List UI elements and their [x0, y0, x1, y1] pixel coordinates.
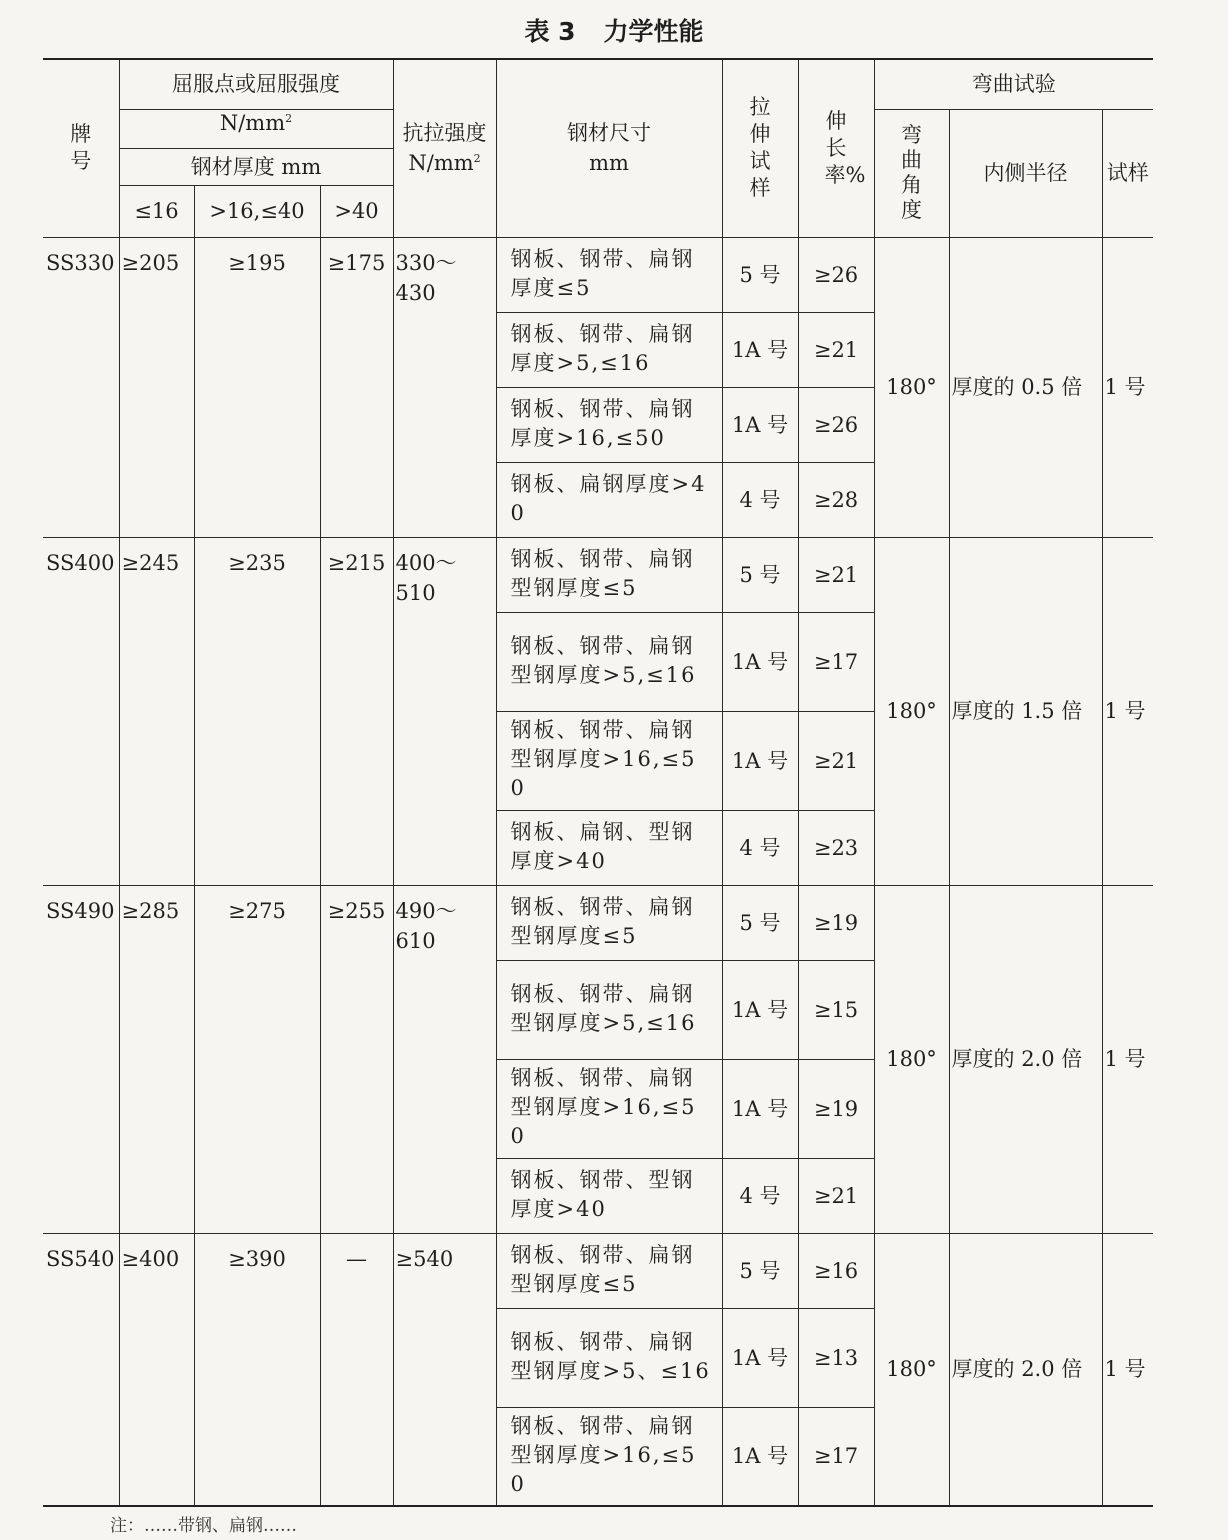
elongation-cell: ≥19 — [798, 885, 874, 960]
size-cell: 钢板、钢带、扁钢型钢厚度>5,≤16 — [496, 612, 722, 711]
header-tensile: 抗拉强度 $N/mm^2$ — [393, 59, 496, 237]
grade-cell: SS400 — [43, 537, 119, 885]
specimen-cell: 5 号 — [722, 885, 798, 960]
elongation-cell: ≥21 — [798, 312, 874, 387]
size-cell: 钢板、钢带、扁钢型钢厚度>5,≤16 — [496, 960, 722, 1059]
grade-cell: SS540 — [43, 1233, 119, 1506]
yield-gt40-cell: ≥215 — [320, 537, 393, 885]
mechanical-properties-table — [43, 58, 1153, 1507]
size-cell: 钢板、钢带、扁钢型钢厚度≤5 — [496, 1233, 722, 1308]
specimen-cell: 1A 号 — [722, 312, 798, 387]
specimen-cell: 4 号 — [722, 1158, 798, 1233]
specimen-cell: 1A 号 — [722, 711, 798, 810]
yield-16-40-cell: ≥235 — [194, 537, 320, 885]
header-t2: >16,≤40 — [194, 185, 320, 237]
specimen-cell: 5 号 — [722, 537, 798, 612]
specimen-cell: 4 号 — [722, 810, 798, 885]
footer-fragment: 注：……带钢、扁钢…… — [110, 1516, 297, 1536]
size-cell: 钢板、钢带、扁钢厚度≤5 — [496, 237, 722, 312]
grade-cell: SS330 — [43, 237, 119, 537]
radius-cell: 厚度的 2.0 倍 — [949, 885, 1102, 1233]
size-cell: 钢板、钢带、型钢厚度>40 — [496, 1158, 722, 1233]
size-cell: 钢板、钢带、扁钢型钢厚度≤5 — [496, 537, 722, 612]
header-yield-unit-and-thickness: $N/mm^2$ 钢材厚度 mm — [119, 109, 393, 185]
header-bend-angle: 弯曲角度 — [874, 109, 949, 237]
bend-specimen-cell: 1 号 — [1102, 237, 1153, 537]
table-row — [43, 237, 1153, 312]
header-size: 钢材尺寸 mm — [496, 59, 722, 237]
specimen-cell: 4 号 — [722, 462, 798, 537]
specimen-cell: 1A 号 — [722, 387, 798, 462]
elongation-cell: ≥17 — [798, 612, 874, 711]
bend-specimen-cell: 1 号 — [1102, 885, 1153, 1233]
header-grade: 牌号 — [43, 59, 119, 237]
elongation-cell: ≥28 — [798, 462, 874, 537]
table-title: 力学性能 — [603, 17, 704, 46]
elongation-cell: ≥26 — [798, 237, 874, 312]
yield-gt40-cell: ≥255 — [320, 885, 393, 1233]
header-specimen: 拉伸试样 — [722, 59, 798, 237]
specimen-cell: 1A 号 — [722, 612, 798, 711]
elongation-cell: ≥21 — [798, 711, 874, 810]
table-number: 表 3 — [524, 17, 576, 46]
bend-angle-cell: 180° — [874, 537, 949, 885]
size-cell: 钢板、钢带、扁钢型钢厚度≤5 — [496, 885, 722, 960]
header-bend-specimen: 试样 — [1102, 109, 1153, 237]
bend-specimen-cell: 1 号 — [1102, 1233, 1153, 1506]
header-bend-test: 弯曲试验 — [874, 59, 1153, 109]
tensile-cell: 400～510 — [393, 537, 496, 885]
header-yield: 屈服点或屈服强度 — [119, 59, 393, 109]
table-row — [43, 1233, 1153, 1308]
size-cell: 钢板、钢带、扁钢型钢厚度>16,≤50 — [496, 1407, 722, 1506]
size-cell: 钢板、钢带、扁钢厚度>16,≤50 — [496, 387, 722, 462]
header-thickness: 钢材厚度 mm — [190, 154, 322, 179]
bend-angle-cell: 180° — [874, 237, 949, 537]
elongation-cell: ≥17 — [798, 1407, 874, 1506]
table-caption — [0, 12, 1228, 48]
grade-cell: SS490 — [43, 885, 119, 1233]
size-cell: 钢板、扁钢厚度>40 — [496, 462, 722, 537]
elongation-cell: ≥21 — [798, 1158, 874, 1233]
elongation-cell: ≥23 — [798, 810, 874, 885]
elongation-cell: ≥15 — [798, 960, 874, 1059]
yield-gt40-cell: — — [320, 1233, 393, 1506]
size-cell: 钢板、钢带、扁钢厚度>5,≤16 — [496, 312, 722, 387]
yield-le16-cell: ≥400 — [119, 1233, 194, 1506]
elongation-cell: ≥19 — [798, 1059, 874, 1158]
table-row — [43, 537, 1153, 612]
bend-specimen-cell: 1 号 — [1102, 537, 1153, 885]
header-radius: 内侧半径 — [949, 109, 1102, 237]
radius-cell: 厚度的 0.5 倍 — [949, 237, 1102, 537]
elongation-cell: ≥26 — [798, 387, 874, 462]
radius-cell: 厚度的 1.5 倍 — [949, 537, 1102, 885]
specimen-cell: 1A 号 — [722, 1059, 798, 1158]
specimen-cell: 1A 号 — [722, 1308, 798, 1407]
specimen-cell: 5 号 — [722, 237, 798, 312]
elongation-cell: ≥21 — [798, 537, 874, 612]
specimen-cell: 1A 号 — [722, 960, 798, 1059]
tensile-cell: 490～610 — [393, 885, 496, 1233]
bend-angle-cell: 180° — [874, 1233, 949, 1506]
bend-angle-cell: 180° — [874, 885, 949, 1233]
elongation-cell: ≥16 — [798, 1233, 874, 1308]
size-cell: 钢板、扁钢、型钢厚度>40 — [496, 810, 722, 885]
header-t1: ≤16 — [119, 185, 194, 237]
yield-16-40-cell: ≥195 — [194, 237, 320, 537]
specimen-cell: 1A 号 — [722, 1407, 798, 1506]
size-cell: 钢板、钢带、扁钢型钢厚度>16,≤50 — [496, 711, 722, 810]
yield-le16-cell: ≥245 — [119, 537, 194, 885]
yield-le16-cell: ≥285 — [119, 885, 194, 1233]
yield-gt40-cell: ≥175 — [320, 237, 393, 537]
tensile-cell: 330～430 — [393, 237, 496, 537]
specimen-cell: 5 号 — [722, 1233, 798, 1308]
radius-cell: 厚度的 2.0 倍 — [949, 1233, 1102, 1506]
yield-16-40-cell: ≥390 — [194, 1233, 320, 1506]
yield-16-40-cell: ≥275 — [194, 885, 320, 1233]
header-t3: >40 — [320, 185, 393, 237]
yield-le16-cell: ≥205 — [119, 237, 194, 537]
elongation-cell: ≥13 — [798, 1308, 874, 1407]
size-cell: 钢板、钢带、扁钢型钢厚度>5、≤16 — [496, 1308, 722, 1407]
table-row — [43, 885, 1153, 960]
header-elongation: 伸长率% — [798, 59, 874, 237]
size-cell: 钢板、钢带、扁钢型钢厚度>16,≤50 — [496, 1059, 722, 1158]
tensile-cell: ≥540 — [393, 1233, 496, 1506]
